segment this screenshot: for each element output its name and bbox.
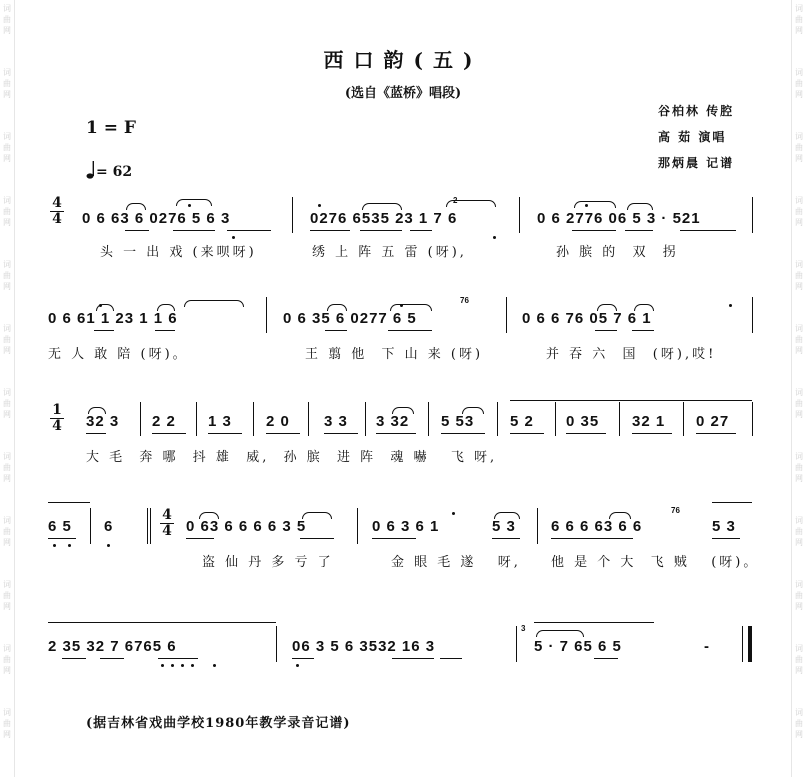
watermark-glyph: 曲 xyxy=(3,271,11,280)
lyric-line: 盗 仙 丹 多 亏 了 xyxy=(202,555,334,570)
measure-notes: 2 2 xyxy=(152,413,176,430)
barline xyxy=(742,626,743,662)
measure-notes: 0 63 6 6 6 6 3 5 xyxy=(186,518,307,535)
barline xyxy=(506,297,507,333)
watermark-glyph: 词 xyxy=(3,196,11,205)
watermark-glyph: 曲 xyxy=(3,79,11,88)
lyric-line: 金 眼 毛 遂 呀, xyxy=(391,555,521,570)
beam-underline xyxy=(266,433,300,434)
beam-underline xyxy=(173,230,215,231)
slur xyxy=(390,304,432,311)
watermark-glyph: 曲 xyxy=(795,655,803,664)
watermark-glyph: 网 xyxy=(3,90,11,99)
watermark-glyph: 网 xyxy=(795,154,803,163)
score-title: 西口韵(五) xyxy=(323,48,483,72)
measure-notes: 0 27 xyxy=(696,413,730,430)
time-denominator: 4 xyxy=(50,211,64,227)
slur xyxy=(627,203,653,210)
barline xyxy=(276,626,277,662)
watermark-glyph: 网 xyxy=(795,538,803,547)
beam-underline xyxy=(392,658,434,659)
barline xyxy=(147,508,148,544)
measure-notes: 32 1 xyxy=(632,413,666,430)
watermark-glyph: 网 xyxy=(3,410,11,419)
watermark-glyph: 词 xyxy=(795,516,803,525)
beam-underline xyxy=(155,330,175,331)
watermark-glyph: 网 xyxy=(3,26,11,35)
slur xyxy=(184,300,244,307)
measure-notes: 5 2 xyxy=(510,413,534,430)
slur xyxy=(88,407,106,414)
measure-notes: 0 35 xyxy=(566,413,600,430)
tempo-value: = 62 xyxy=(96,164,133,180)
measure-notes: 3 3 xyxy=(324,413,348,430)
watermark-glyph: 词 xyxy=(795,708,803,717)
beam-underline xyxy=(94,330,114,331)
watermark-glyph: 词 xyxy=(795,388,803,397)
octave-dot xyxy=(181,664,184,667)
watermark-glyph: 词 xyxy=(3,68,11,77)
credit-singer: 高 茹 演唱 xyxy=(658,130,727,144)
final-barline xyxy=(748,626,752,662)
watermark-glyph: 曲 xyxy=(795,719,803,728)
time-numerator: 1 xyxy=(52,402,62,418)
octave-dot xyxy=(213,664,216,667)
beam-underline xyxy=(712,538,740,539)
watermark-glyph: 曲 xyxy=(3,15,11,24)
watermark-glyph: 词 xyxy=(3,388,11,397)
octave-dot xyxy=(452,512,455,515)
lyric-line: 孙 膑 的 双 拐 xyxy=(556,245,679,260)
octave-dot xyxy=(493,236,496,239)
lyric-line: 王 翦 他 下 山 来 (呀) xyxy=(305,347,484,362)
slur xyxy=(597,304,617,311)
slur xyxy=(634,304,654,311)
barline xyxy=(365,402,366,436)
quarter-note-icon xyxy=(86,160,96,180)
measure-notes: 0 6 3 6 1 xyxy=(372,518,440,535)
beam-underline xyxy=(410,230,432,231)
beam-underline xyxy=(310,230,350,231)
watermark-glyph: 曲 xyxy=(3,207,11,216)
measure-notes: - xyxy=(704,638,710,655)
watermark-glyph: 曲 xyxy=(3,527,11,536)
watermark-glyph: 词 xyxy=(3,260,11,269)
watermark-glyph: 网 xyxy=(795,666,803,675)
beam-underline xyxy=(510,433,544,434)
watermark-glyph: 词 xyxy=(3,132,11,141)
watermark-glyph: 词 xyxy=(795,324,803,333)
beam-underline xyxy=(594,658,618,659)
barline xyxy=(555,402,556,436)
barline xyxy=(752,297,753,333)
barline xyxy=(196,402,197,436)
octave-dot xyxy=(729,304,732,307)
watermark-glyph: 词 xyxy=(3,708,11,717)
time-denominator: 4 xyxy=(160,523,174,539)
watermark-glyph: 词 xyxy=(3,516,11,525)
barline xyxy=(253,402,254,436)
credit-composer: 谷柏林 传腔 xyxy=(658,104,735,118)
octave-dot xyxy=(585,204,588,207)
lyric-line: 无 人 敢 陪 (呀)。 xyxy=(48,347,189,362)
watermark-glyph: 网 xyxy=(795,730,803,739)
barline xyxy=(519,197,520,233)
beam-underline xyxy=(62,658,86,659)
barline xyxy=(140,402,141,436)
watermark-glyph: 曲 xyxy=(795,463,803,472)
watermark-glyph: 曲 xyxy=(3,719,11,728)
time-signature xyxy=(50,403,64,434)
barline xyxy=(428,402,429,436)
watermark-glyph: 词 xyxy=(795,132,803,141)
measure-notes: 0276 6535 23 1 7 6 xyxy=(310,210,458,227)
measure-notes: 2 0 xyxy=(266,413,290,430)
beam-underline xyxy=(227,230,271,231)
barline xyxy=(619,402,620,436)
watermark-glyph: 网 xyxy=(795,26,803,35)
octave-dot xyxy=(232,236,235,239)
watermark-glyph: 曲 xyxy=(795,527,803,536)
slur xyxy=(362,203,402,210)
measure-notes: 6 5 xyxy=(48,518,72,535)
beam-underline xyxy=(208,433,242,434)
beam-underline xyxy=(100,658,124,659)
measure-notes: 6 6 6 63 6 6 xyxy=(551,518,643,535)
beam-underline xyxy=(372,538,416,539)
lyric-line: 绣 上 阵 五 雷 (呀), xyxy=(312,245,467,260)
beam-underline xyxy=(360,230,402,231)
time-numerator: 4 xyxy=(52,195,62,211)
watermark-glyph: 网 xyxy=(3,666,11,675)
tie-line xyxy=(534,622,654,623)
watermark-glyph: 网 xyxy=(3,730,11,739)
lyric-line: 头 一 出 戏 (来呗呀) xyxy=(100,245,257,260)
slur xyxy=(494,512,520,519)
measure-notes: 0 6 2776 06 5 3 · 521 xyxy=(537,210,701,227)
watermark-glyph: 网 xyxy=(795,410,803,419)
watermark-glyph: 曲 xyxy=(3,399,11,408)
octave-dot xyxy=(107,544,110,547)
watermark-glyph: 词 xyxy=(795,452,803,461)
barline xyxy=(683,402,684,436)
watermark-glyph: 网 xyxy=(795,602,803,611)
grace-note: 76 xyxy=(460,296,469,305)
watermark-glyph: 网 xyxy=(3,154,11,163)
watermark-glyph: 词 xyxy=(3,324,11,333)
measure-notes: 5 3 xyxy=(492,518,516,535)
watermark-glyph: 曲 xyxy=(795,207,803,216)
beam-underline xyxy=(441,433,485,434)
watermark-glyph: 曲 xyxy=(795,399,803,408)
octave-dot xyxy=(318,204,321,207)
watermark-glyph: 网 xyxy=(3,602,11,611)
watermark-glyph: 词 xyxy=(795,644,803,653)
watermark-glyph: 曲 xyxy=(3,591,11,600)
slur xyxy=(462,407,484,414)
slur xyxy=(609,512,631,519)
measure-notes: 3 32 xyxy=(376,413,410,430)
tie-line xyxy=(48,622,276,623)
barline xyxy=(266,297,267,333)
octave-dot xyxy=(171,664,174,667)
watermark-glyph: 曲 xyxy=(795,15,803,24)
watermark-glyph: 曲 xyxy=(795,591,803,600)
octave-dot xyxy=(191,664,194,667)
octave-dot xyxy=(188,204,191,207)
beam-underline xyxy=(572,230,616,231)
tie-line xyxy=(510,400,752,401)
beam-underline xyxy=(324,433,358,434)
watermark-glyph: 曲 xyxy=(3,335,11,344)
slur xyxy=(157,304,175,311)
measure-notes: 5 3 xyxy=(712,518,736,535)
watermark-glyph: 词 xyxy=(3,4,11,13)
lyric-line: 大 毛 奔 哪 抖 雄 威, 孙 膑 进 阵 魂 嚇 飞 呀, xyxy=(86,450,498,465)
beam-underline xyxy=(158,658,198,659)
watermark-glyph: 曲 xyxy=(3,655,11,664)
slur xyxy=(536,630,584,637)
watermark-glyph: 词 xyxy=(795,196,803,205)
beam-underline xyxy=(125,230,149,231)
watermark-glyph: 网 xyxy=(3,538,11,547)
watermark-glyph: 词 xyxy=(3,644,11,653)
measure-notes: 32 3 xyxy=(86,413,120,430)
watermark-glyph: 曲 xyxy=(795,335,803,344)
barline xyxy=(292,197,293,233)
beam-underline xyxy=(186,538,214,539)
watermark-glyph: 词 xyxy=(795,260,803,269)
watermark-glyph: 网 xyxy=(3,346,11,355)
beam-underline xyxy=(566,433,606,434)
beam-underline xyxy=(632,433,672,434)
watermark-glyph: 曲 xyxy=(3,463,11,472)
beam-underline xyxy=(595,330,617,331)
beam-underline xyxy=(632,330,654,331)
barline xyxy=(150,508,151,544)
watermark-glyph: 网 xyxy=(3,218,11,227)
barline xyxy=(357,508,358,544)
barline xyxy=(752,402,753,436)
beam-underline xyxy=(492,538,520,539)
beam-underline xyxy=(86,433,106,434)
measure-notes: 06 3 5 6 3532 16 3 xyxy=(292,638,436,655)
slur xyxy=(302,512,332,519)
watermark-glyph: 网 xyxy=(3,282,11,291)
slur xyxy=(126,203,146,210)
barline xyxy=(537,508,538,544)
watermark-glyph: 曲 xyxy=(795,271,803,280)
measure-notes: 1 3 xyxy=(208,413,232,430)
measure-notes: 0 6 6 76 05 7 6 1 xyxy=(522,310,652,327)
beam-underline xyxy=(440,658,462,659)
watermark-glyph: 词 xyxy=(3,452,11,461)
source-note: (据吉林省戏曲学校1980年教学录音记谱) xyxy=(86,716,351,731)
tie-line xyxy=(48,502,90,503)
watermark-glyph: 曲 xyxy=(3,143,11,152)
slur xyxy=(199,512,219,519)
time-signature xyxy=(160,508,174,539)
lyric-line: 他 是 个 大 飞 贼 (呀)。 xyxy=(551,555,760,570)
measure-notes: 0 6 61 1 23 1 1 6 xyxy=(48,310,178,327)
watermark-glyph: 词 xyxy=(795,580,803,589)
beam-underline xyxy=(376,433,416,434)
barline xyxy=(308,402,309,436)
beam-underline xyxy=(625,230,653,231)
credit-transcriber: 那炳晨 记谱 xyxy=(658,156,735,170)
watermark-glyph: 网 xyxy=(3,474,11,483)
watermark-glyph: 网 xyxy=(795,346,803,355)
watermark-glyph: 词 xyxy=(795,4,803,13)
slur xyxy=(574,201,616,208)
beam-underline xyxy=(388,330,432,331)
beam-underline xyxy=(551,538,633,539)
tempo-marking xyxy=(86,160,132,180)
beam-underline xyxy=(292,658,314,659)
tie-line xyxy=(712,502,752,503)
octave-dot xyxy=(99,304,102,307)
grace-note: 76 xyxy=(671,506,680,515)
watermark-glyph: 曲 xyxy=(795,143,803,152)
beam-underline xyxy=(325,330,347,331)
beam-underline xyxy=(48,538,76,539)
time-numerator: 4 xyxy=(162,507,172,523)
octave-dot xyxy=(68,544,71,547)
grace-note: 3 xyxy=(521,624,526,633)
octave-dot xyxy=(400,304,403,307)
key-signature: 1 = F xyxy=(86,118,136,138)
beam-underline xyxy=(680,230,736,231)
time-denominator: 4 xyxy=(50,418,64,434)
octave-dot xyxy=(296,664,299,667)
slur xyxy=(392,407,414,414)
measure-notes: 0 6 63 6 0276 5 6 3 xyxy=(82,210,231,227)
lyric-line: 并 吞 六 国 (呀),哎! xyxy=(546,347,717,362)
octave-dot xyxy=(53,544,56,547)
beam-underline xyxy=(152,433,186,434)
measure-notes: 5 53 xyxy=(441,413,475,430)
watermark-glyph: 网 xyxy=(795,474,803,483)
watermark-glyph: 网 xyxy=(795,218,803,227)
slur xyxy=(327,304,347,311)
barline xyxy=(516,626,517,662)
measure-notes: 5 · 7 65 6 5 xyxy=(534,638,622,655)
grace-note: 2 xyxy=(453,196,458,205)
measure-notes: 0 6 35 6 0277 6 5 xyxy=(283,310,417,327)
measure-notes: 2 35 32 7 6765 6 xyxy=(48,638,177,655)
time-signature xyxy=(50,196,64,227)
watermark-glyph: 曲 xyxy=(795,79,803,88)
watermark-glyph: 网 xyxy=(795,282,803,291)
beam-underline xyxy=(696,433,736,434)
barline xyxy=(90,508,91,544)
slur xyxy=(176,199,212,206)
score-subtitle: (选自《蓝桥》唱段) xyxy=(344,86,462,101)
watermark-glyph: 网 xyxy=(795,90,803,99)
watermark-glyph: 词 xyxy=(3,580,11,589)
beam-underline xyxy=(300,538,334,539)
measure-notes: 6 xyxy=(104,518,114,535)
watermark-glyph: 词 xyxy=(795,68,803,77)
barline xyxy=(497,402,498,436)
barline xyxy=(752,197,753,233)
octave-dot xyxy=(161,664,164,667)
